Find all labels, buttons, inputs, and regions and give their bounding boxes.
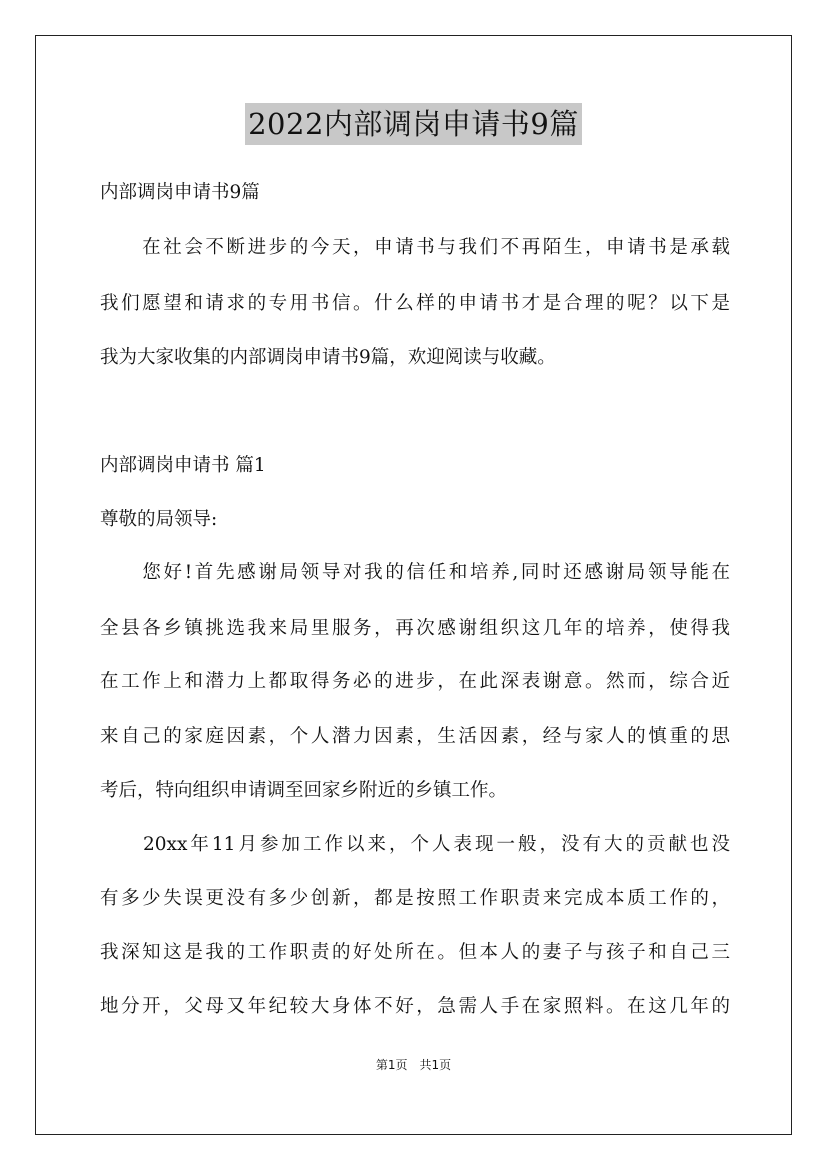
paragraph-line: 您好!首先感谢局领导对我的信任和培养,同时还感谢局领导能在 [100, 562, 730, 583]
section-heading: 内部调岗申请书 篇1 [100, 455, 266, 476]
intro-line: 我为大家收集的内部调岗申请书9篇，欢迎阅读与收藏。 [100, 347, 556, 368]
paragraph-line: 我深知这是我的工作职责的好处所在。但本人的妻子与孩子和自己三 [100, 942, 730, 963]
salutation: 尊敬的局领导: [100, 509, 218, 530]
paragraph-line: 来自己的家庭因素，个人潜力因素，生活因素，经与家人的慎重的思 [100, 726, 730, 747]
paragraph-line: 有多少失误更没有多少创新，都是按照工作职责来完成本质工作的， [100, 888, 730, 909]
intro-line: 在社会不断进步的今天，申请书与我们不再陌生，申请书是承载 [100, 237, 730, 258]
paragraph-line: 在工作上和潜力上都取得务必的进步，在此深表谢意。然而，综合近 [100, 671, 730, 692]
paragraph-line: 考后，特向组织申请调至回家乡附近的乡镇工作。 [100, 780, 508, 801]
paragraph-line: 全县各乡镇挑选我来局里服务，再次感谢组织这几年的培养，使得我 [100, 618, 730, 639]
paragraph-line: 20xx年11月参加工作以来，个人表现一般，没有大的贡献也没 [100, 834, 730, 855]
page-footer: 第1页 共1页 [375, 1058, 452, 1072]
paragraph-line: 地分开，父母又年纪较大身体不好，急需人手在家照料。在这几年的 [100, 996, 730, 1017]
intro-line: 我们愿望和请求的专用书信。什么样的申请书才是合理的呢？以下是 [100, 293, 730, 314]
title-container [0, 103, 827, 145]
document-subtitle: 内部调岗申请书9篇 [100, 182, 260, 203]
document-title: 2022内部调岗申请书9篇 [245, 103, 582, 145]
